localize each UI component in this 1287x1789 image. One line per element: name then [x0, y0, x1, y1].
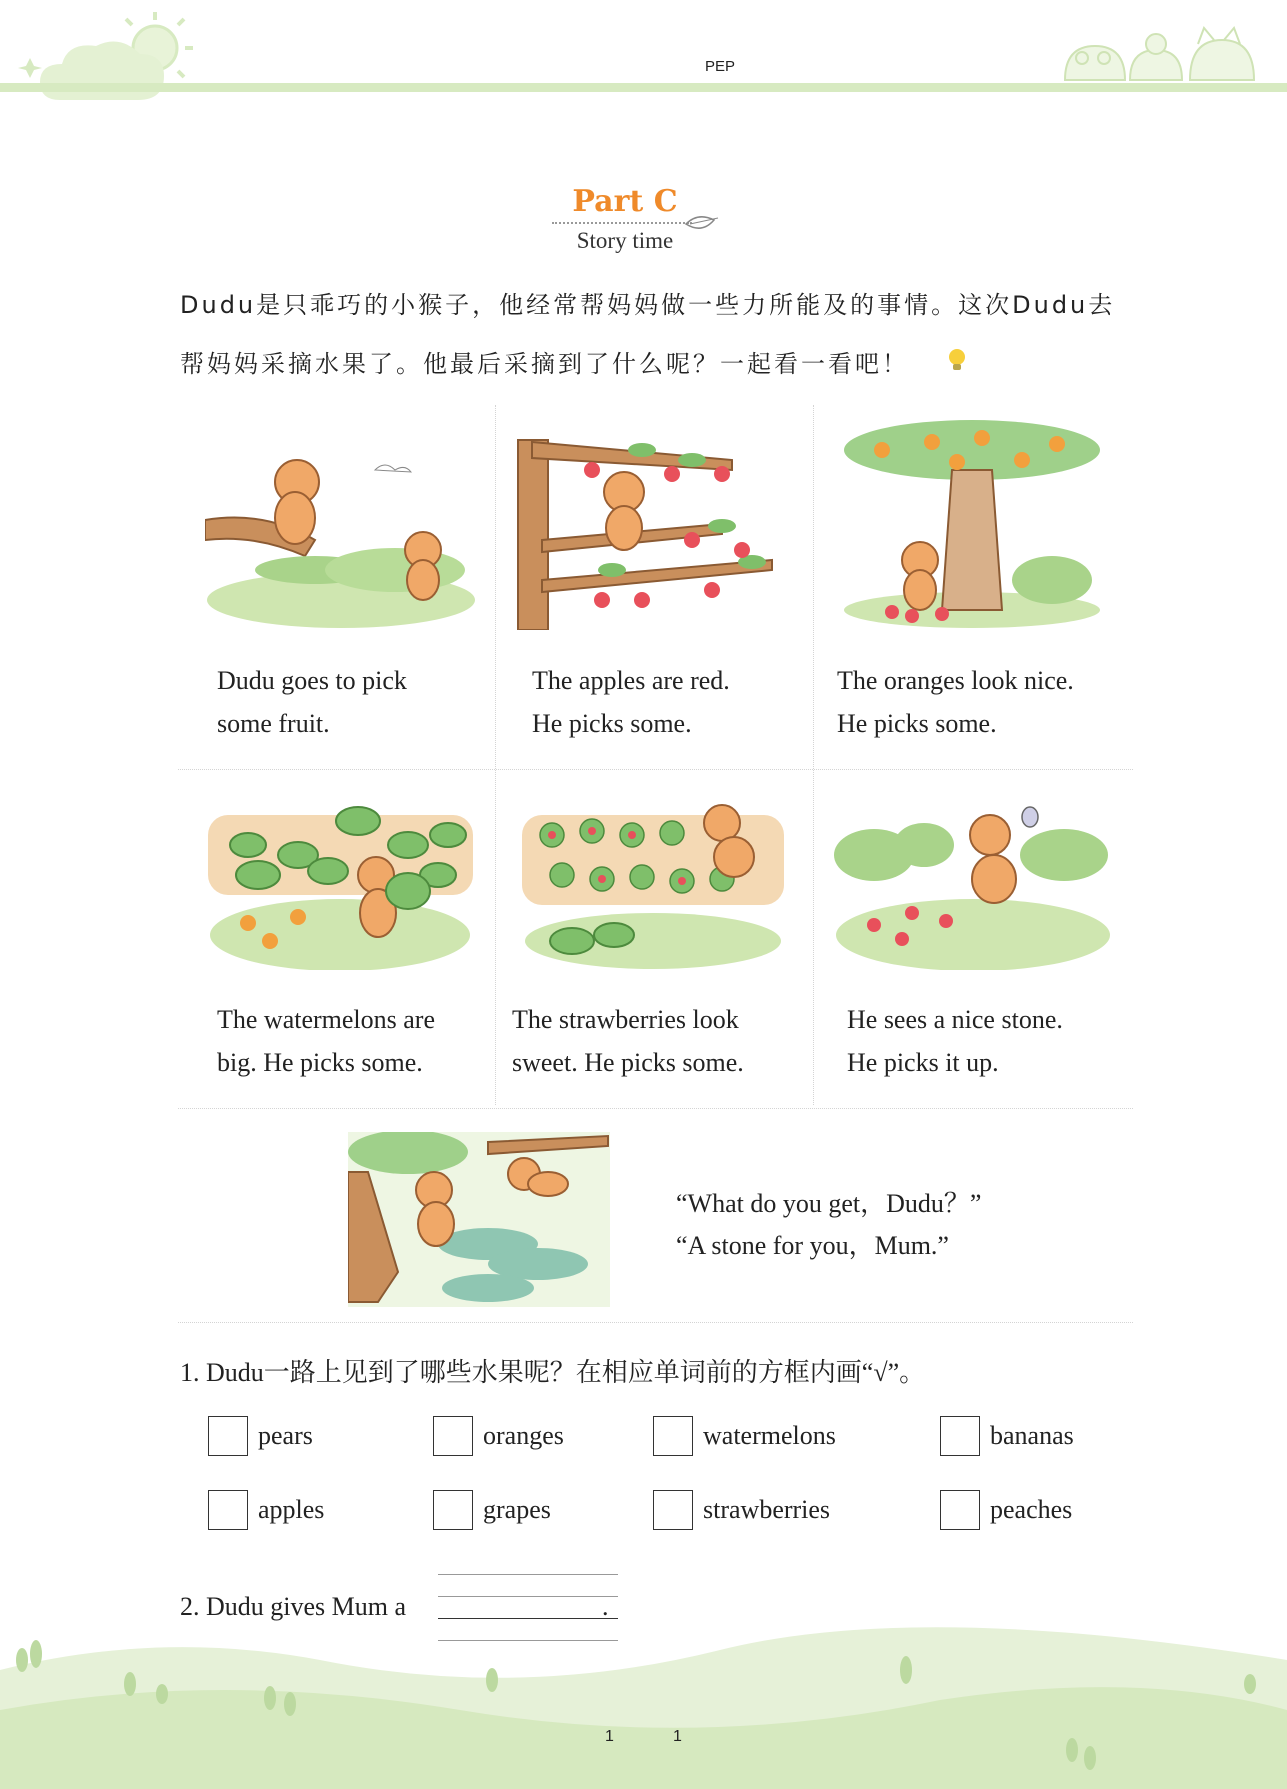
option-pears[interactable] [208, 1416, 313, 1456]
option-strawberries[interactable] [653, 1490, 830, 1530]
dialogue-line-1: “What do you get，Dudu？” [676, 1189, 982, 1218]
panel-caption-4-line-2: big. He picks some. [217, 1048, 423, 1077]
panel-illustration-2 [512, 430, 784, 630]
header-band [0, 83, 1287, 92]
checkbox[interactable] [940, 1416, 980, 1456]
option-bananas[interactable] [940, 1416, 1074, 1456]
intro-line-1: Dudu是只乖巧的小猴子，他经常帮妈妈做一些力所能及的事情。这次Dudu去 [180, 291, 1116, 319]
dialogue-line-2: “A stone for you，Mum.” [676, 1231, 949, 1260]
grid-divider [178, 1322, 1133, 1323]
option-label: grapes [483, 1495, 551, 1524]
footer-hills [0, 1610, 1287, 1789]
page-number-right: 1 [673, 1728, 682, 1745]
final-illustration [348, 1132, 610, 1307]
checkbox[interactable] [433, 1490, 473, 1530]
panel-illustration-3 [842, 420, 1102, 630]
panel-caption-1-line-1: Dudu goes to pick [217, 666, 407, 695]
part-title: Part C [572, 184, 678, 219]
panel-caption-2-line-1: The apples are red. [532, 666, 730, 695]
option-label: strawberries [703, 1495, 831, 1524]
question-2-end: . [602, 1592, 609, 1621]
panel-caption-5-line-2: sweet. He picks some. [512, 1048, 744, 1077]
series-label: PEP [704, 58, 735, 75]
option-label: watermelons [703, 1421, 836, 1450]
panel-illustration-6 [834, 795, 1112, 970]
panel-illustration-5 [522, 795, 784, 970]
section-subtitle: Story time [576, 228, 674, 253]
page-number-left: 1 [605, 1728, 614, 1745]
question-2-prompt [180, 1592, 609, 1622]
checkbox[interactable] [433, 1416, 473, 1456]
checkbox[interactable] [653, 1416, 693, 1456]
panel-illustration-1 [205, 440, 477, 630]
header-decoration [0, 0, 1287, 120]
panel-caption-5-line-1: The strawberries look [512, 1005, 739, 1034]
answer-guide-line [438, 1640, 618, 1641]
question-2-text: 2. Dudu gives Mum a [180, 1592, 407, 1621]
animal-faces-icon [1065, 28, 1254, 80]
answer-guide-line [438, 1574, 618, 1575]
option-label: bananas [990, 1421, 1074, 1450]
option-oranges[interactable] [433, 1416, 564, 1456]
panel-caption-2-line-2: He picks some. [532, 709, 692, 738]
grid-divider [495, 405, 496, 1105]
option-label: apples [258, 1495, 325, 1524]
intro-line-2: 帮妈妈采摘水果了。他最后采摘到了什么呢？一起看一看吧！ [180, 350, 909, 378]
panel-caption-3-line-1: The oranges look nice. [837, 666, 1074, 695]
option-label: pears [258, 1421, 313, 1450]
panel-caption-3-line-2: He picks some. [837, 709, 997, 738]
option-peaches[interactable] [940, 1490, 1072, 1530]
option-apples[interactable] [208, 1490, 324, 1530]
option-label: peaches [990, 1495, 1073, 1524]
lightbulb-icon [946, 347, 968, 373]
option-label: oranges [483, 1421, 564, 1450]
checkbox[interactable] [653, 1490, 693, 1530]
panel-illustration-4 [208, 795, 473, 970]
grid-divider [813, 405, 814, 1105]
checkbox[interactable] [940, 1490, 980, 1530]
checkbox[interactable] [208, 1416, 248, 1456]
checkbox[interactable] [208, 1490, 248, 1530]
question-1-prompt: 1. Dudu一路上见到了哪些水果呢？在相应单词前的方框内画“√”。 [180, 1358, 926, 1387]
panel-caption-1-line-2: some fruit. [217, 709, 330, 738]
panel-caption-6-line-2: He picks it up. [847, 1048, 999, 1077]
grid-divider [178, 769, 1133, 770]
option-grapes[interactable] [433, 1490, 551, 1530]
panel-caption-4-line-1: The watermelons are [217, 1005, 436, 1034]
grid-divider [178, 1108, 1133, 1109]
title-divider [552, 222, 692, 224]
panel-caption-6-line-1: He sees a nice stone. [847, 1005, 1063, 1034]
option-watermelons[interactable] [653, 1416, 836, 1456]
